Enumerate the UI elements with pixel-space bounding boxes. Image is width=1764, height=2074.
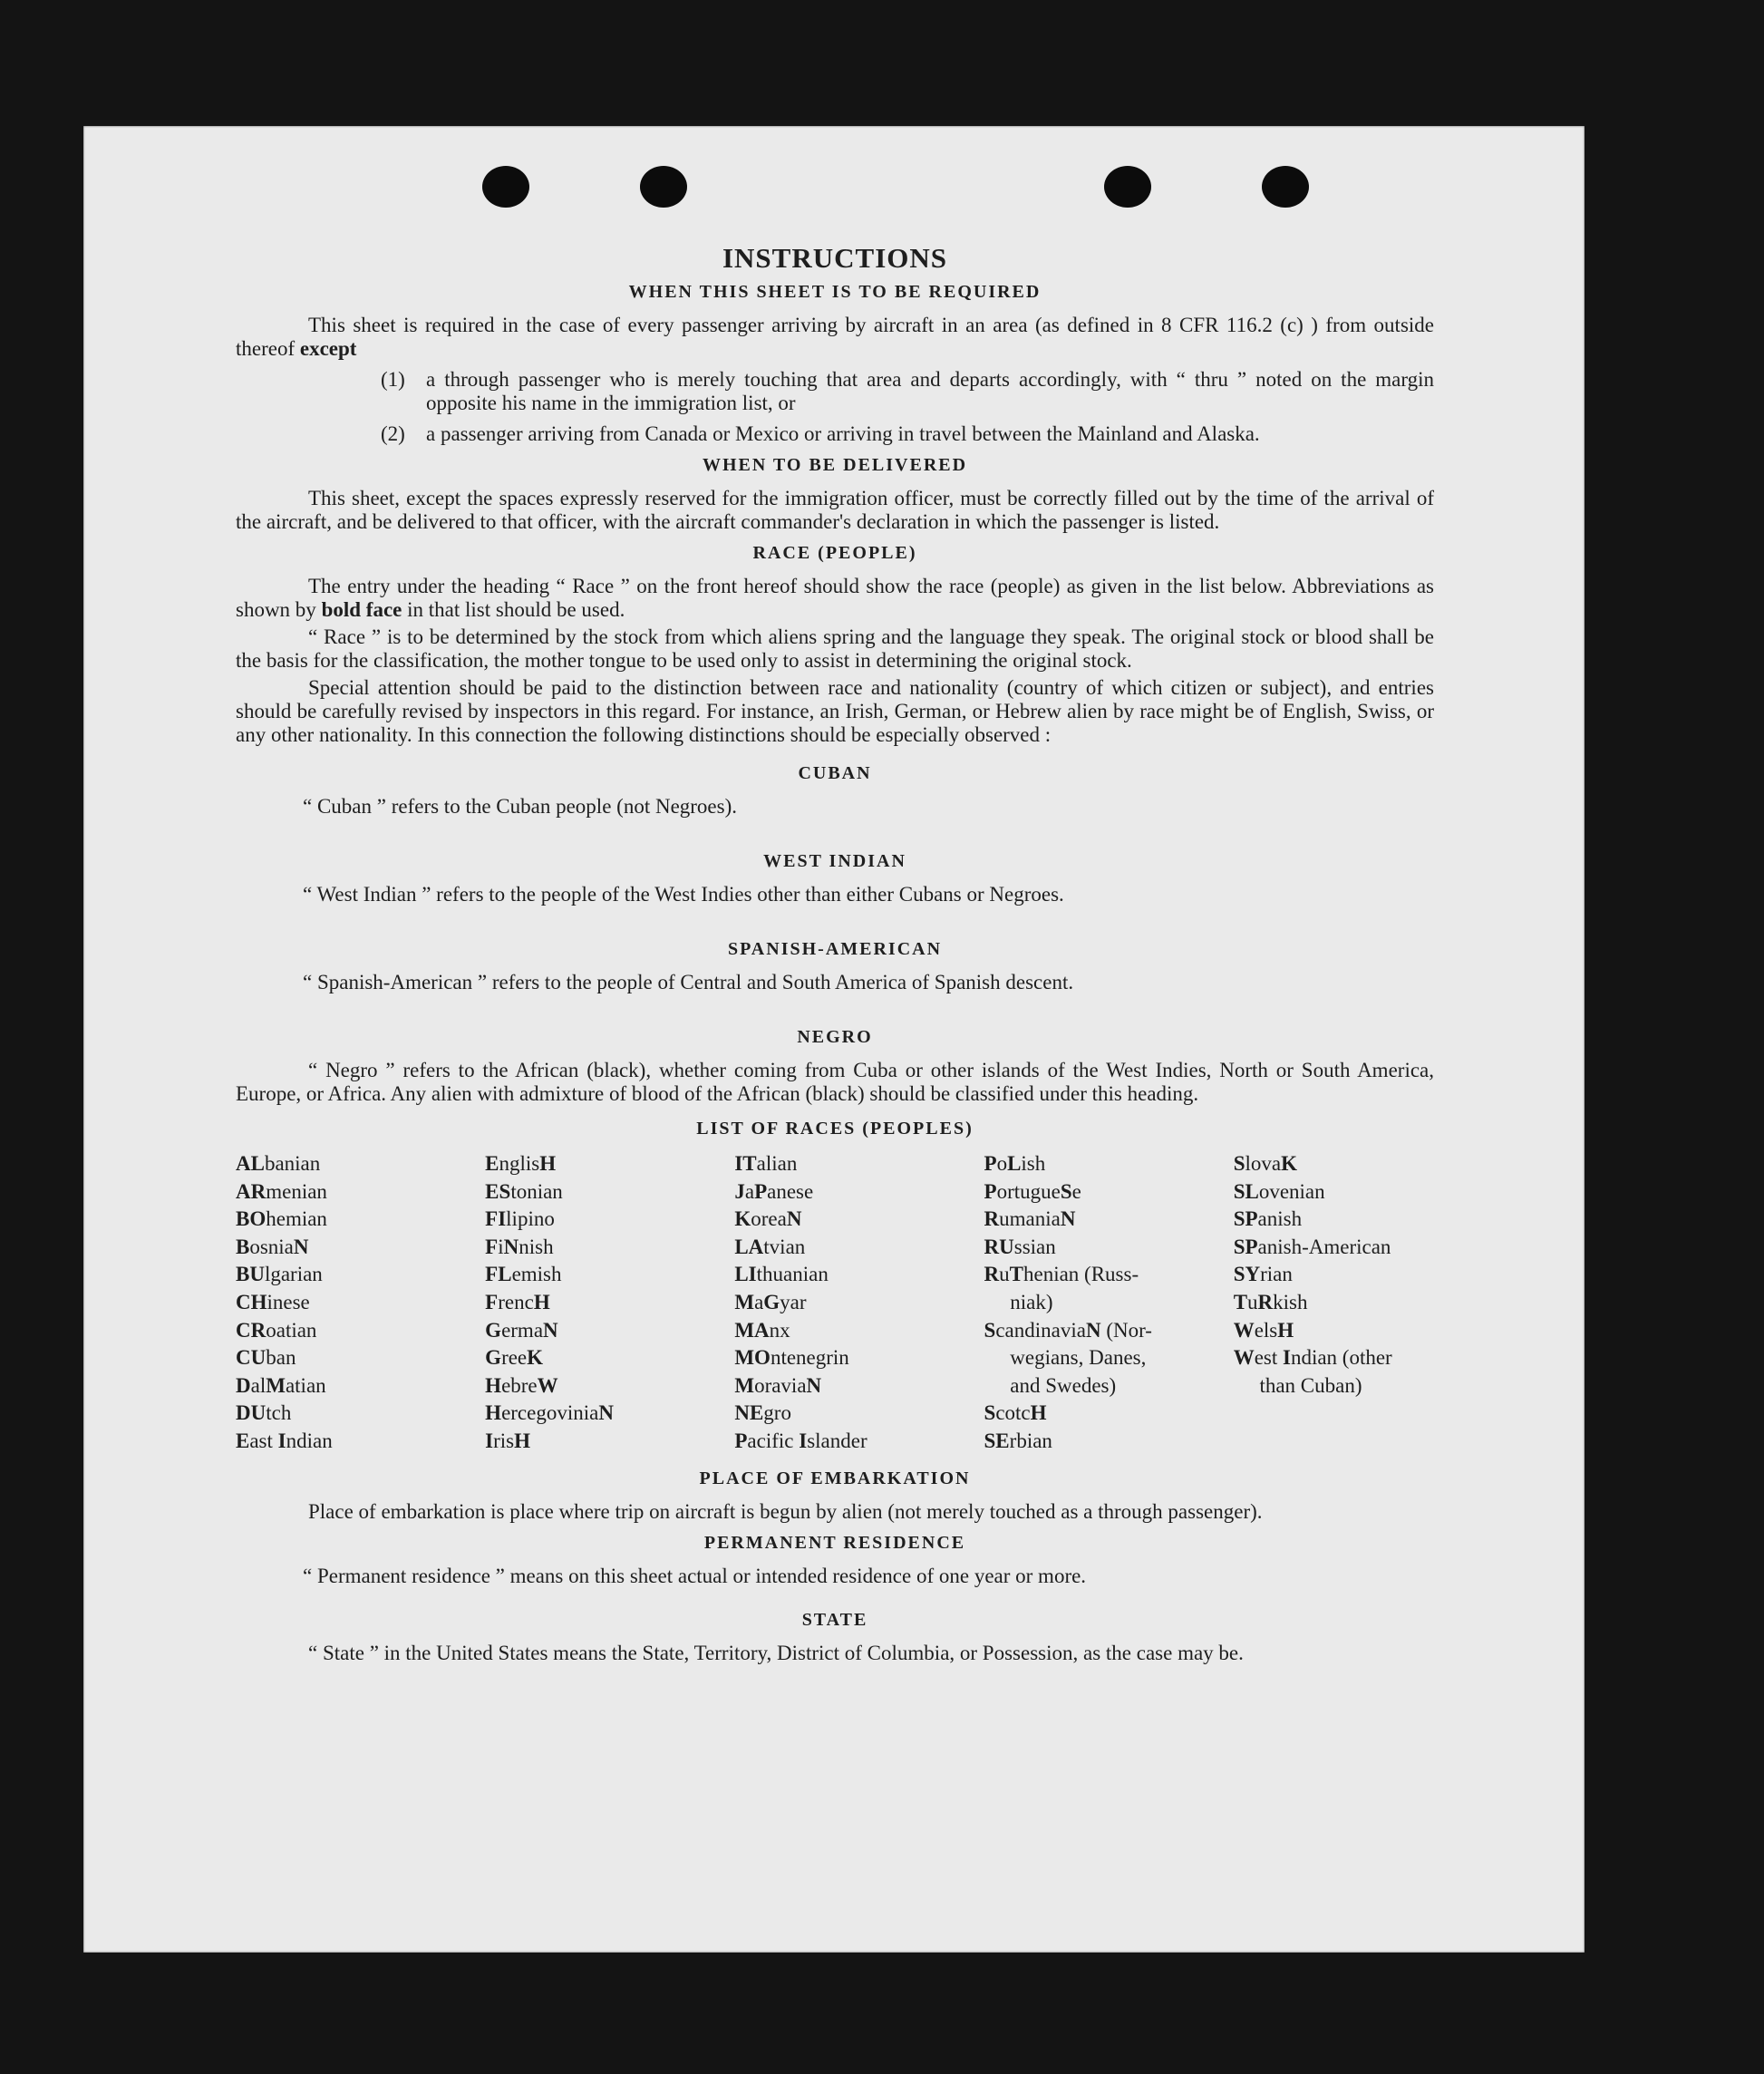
- race-text: cotc: [995, 1401, 1031, 1425]
- race-text: menian: [266, 1179, 327, 1203]
- punch-hole: [1104, 166, 1151, 208]
- race-text: ris: [493, 1429, 515, 1452]
- race-text: emish: [511, 1263, 562, 1286]
- race-entry: [236, 1289, 485, 1317]
- race-text: est: [1254, 1346, 1283, 1370]
- item-number: (1): [381, 368, 405, 391]
- race-abbrev: N: [1085, 1318, 1101, 1342]
- race-text: a: [754, 1290, 764, 1313]
- race-column-1: [236, 1150, 485, 1456]
- race-abbrev: DU: [236, 1401, 267, 1425]
- document-body: [236, 242, 1434, 1665]
- race-text: anese: [767, 1179, 814, 1203]
- west-indian-text: “ West Indian ” refers to the people of the West Indies other than either Cubans or Negroes.: [303, 883, 1064, 906]
- race-text: thuanian: [756, 1263, 829, 1286]
- race-text: oravia: [754, 1373, 807, 1397]
- race-entry: [734, 1428, 984, 1456]
- race-entry: [485, 1344, 734, 1372]
- race-text: ovenian: [1258, 1179, 1325, 1203]
- race-abbrev: S: [1060, 1179, 1072, 1203]
- race-abbrev: D: [236, 1373, 251, 1397]
- race-abbrev: I: [277, 1429, 286, 1452]
- race-abbrev: AL: [236, 1152, 265, 1175]
- punch-hole: [1262, 166, 1309, 208]
- race-entry: [485, 1234, 734, 1262]
- race-abbrev: AR: [236, 1179, 267, 1203]
- required-intro-text: This sheet is required in the case of every passenger arriving by aircraft in an area (as defined in 8 CFR 116.2 (c) ) from outside thereof: [236, 314, 1434, 360]
- race-text: rian: [1260, 1263, 1293, 1286]
- race-abbrev: R: [984, 1263, 1000, 1286]
- race-entry: [485, 1400, 734, 1428]
- race-abbrev: BO: [236, 1207, 267, 1231]
- race-abbrev: S: [984, 1401, 996, 1425]
- race-abbrev: L: [1007, 1152, 1022, 1175]
- race-abbrev: M: [266, 1373, 286, 1397]
- race-abbrev: N: [543, 1318, 558, 1342]
- race-entry: [485, 1317, 734, 1345]
- race-paragraph-2: “ Race ” is to be determined by the stock from which aliens spring and the language they speak. The original stock or blood shall be the basis for the classification, the mother tongue to be used only to assist in determining the original stock.: [236, 625, 1434, 672]
- race-paragraph-1: [236, 575, 1434, 622]
- race-text: ish: [1021, 1152, 1046, 1175]
- race-entry: [1234, 1261, 1434, 1289]
- item-number: (2): [381, 422, 405, 445]
- race-abbrev: SP: [1233, 1235, 1258, 1258]
- item-text: a through passenger who is merely touching that area and departs accordingly, with “ thru ” noted on the margin opposite his name in the immigration list, or: [426, 368, 1434, 414]
- section-heading-state: STATE: [801, 1609, 868, 1630]
- race-abbrev: W: [537, 1373, 558, 1397]
- race-paragraph-3: Special attention should be paid to the distinction between race and nationality (country of which citizen or subject), and entries should be carefully revised by inspectors in this regard. For instance, an Irish, German, or Hebrew alien by race might be of English, Swiss, or any other nationality. In this connection the following distinctions should be especially observed :: [236, 676, 1434, 746]
- race-text: ndian: [286, 1429, 333, 1452]
- race-abbrev: W: [1233, 1318, 1255, 1342]
- race-abbrev: H: [485, 1373, 502, 1397]
- race-abbrev: P: [984, 1179, 997, 1203]
- section-heading-required: WHEN THIS SHEET IS TO BE REQUIRED: [628, 282, 1042, 302]
- race-entry: [236, 1400, 485, 1428]
- race-abbrev: I: [1283, 1346, 1291, 1370]
- race-text: tvian: [763, 1235, 806, 1258]
- race-abbrev: BU: [236, 1263, 265, 1286]
- section-heading-spanish-american: SPANISH-AMERICAN: [727, 939, 943, 959]
- race-column-4: [984, 1150, 1234, 1456]
- race-entry: [984, 1428, 1234, 1456]
- race-abbrev: I: [799, 1429, 808, 1452]
- race-entry: [734, 1289, 984, 1317]
- punch-hole: [640, 166, 687, 208]
- race-abbrev: FL: [485, 1263, 512, 1286]
- race-text: e: [1071, 1179, 1081, 1203]
- race-abbrev: W: [1233, 1346, 1255, 1370]
- race-entry: [1234, 1344, 1434, 1372]
- race-p1-text: The entry under the heading “ Race ” on the front hereof should show the race (people) as given in the list below. Abbreviations as shown by: [236, 575, 1434, 621]
- race-text: a: [744, 1179, 755, 1203]
- race-abbrev: P: [984, 1152, 997, 1175]
- race-abbrev: H: [1030, 1401, 1047, 1425]
- race-text: gro: [763, 1401, 791, 1425]
- race-abbrev: T: [1233, 1290, 1248, 1313]
- race-text: u: [1247, 1290, 1258, 1313]
- race-abbrev: E: [236, 1429, 250, 1452]
- race-abbrev: NE: [734, 1401, 764, 1425]
- race-abbrev: SP: [1233, 1207, 1258, 1231]
- embarkation-text: Place of embarkation is place where trip on aircraft is begun by alien (not merely touched as a through passenger).: [308, 1499, 1263, 1523]
- race-text: niak): [984, 1290, 1053, 1313]
- race-entry: [984, 1206, 1234, 1234]
- race-p1-text-end: in that list should be used.: [407, 598, 625, 621]
- race-abbrev: CR: [236, 1318, 267, 1342]
- race-entry: [1234, 1178, 1434, 1207]
- race-abbrev: N: [293, 1235, 309, 1258]
- race-entry: [734, 1344, 984, 1372]
- race-text: atian: [285, 1373, 326, 1397]
- race-abbrev: RU: [984, 1235, 1014, 1258]
- race-entry: [984, 1261, 1234, 1289]
- punch-hole: [482, 166, 529, 208]
- race-abbrev: G: [485, 1318, 502, 1342]
- race-abbrev: I: [485, 1429, 494, 1452]
- race-abbrev: H: [1277, 1318, 1294, 1342]
- document-page: [83, 126, 1585, 1953]
- race-text: kish: [1273, 1290, 1308, 1313]
- race-abbrev: MO: [734, 1346, 771, 1370]
- race-text: erma: [501, 1318, 544, 1342]
- race-text: ree: [501, 1346, 528, 1370]
- section-heading-negro: NEGRO: [797, 1027, 873, 1047]
- race-text: anish: [1257, 1207, 1303, 1231]
- race-entry: [1234, 1317, 1434, 1345]
- race-entry: [485, 1261, 734, 1289]
- race-entry: [984, 1344, 1234, 1372]
- race-abbrev: T: [1009, 1263, 1023, 1286]
- race-text: than Cuban): [1233, 1373, 1362, 1397]
- race-text: (Nor-: [1100, 1318, 1152, 1342]
- race-entry: [734, 1150, 984, 1178]
- race-text: nx: [769, 1318, 790, 1342]
- race-entry: [236, 1344, 485, 1372]
- race-abbrev: LA: [734, 1235, 764, 1258]
- required-intro-bold: except: [299, 337, 357, 360]
- race-text: henian (Russ-: [1023, 1263, 1139, 1286]
- race-entry: [485, 1150, 734, 1178]
- race-text: ndian (other: [1290, 1346, 1392, 1370]
- race-abbrev: H: [485, 1401, 502, 1425]
- race-abbrev: E: [485, 1152, 499, 1175]
- race-abbrev: S: [984, 1318, 996, 1342]
- race-abbrev: K: [1281, 1152, 1297, 1175]
- residence-text: “ Permanent residence ” means on this sheet actual or intended residence of one year or more.: [303, 1564, 1087, 1587]
- race-text: lipino: [506, 1207, 555, 1231]
- race-text: slander: [807, 1429, 867, 1452]
- race-abbrev: CH: [236, 1290, 267, 1313]
- race-abbrev: LI: [734, 1263, 757, 1286]
- race-abbrev: ES: [485, 1179, 511, 1203]
- race-text: tonian: [510, 1179, 563, 1203]
- race-text: nglis: [499, 1152, 540, 1175]
- race-abbrev: F: [485, 1235, 499, 1258]
- race-text: ban: [266, 1346, 296, 1370]
- race-abbrev: G: [763, 1290, 780, 1313]
- section-heading-west-indian: WEST INDIAN: [763, 851, 906, 871]
- section-heading-residence: PERMANENT RESIDENCE: [703, 1532, 966, 1553]
- race-text: osnia: [249, 1235, 294, 1258]
- page-title: INSTRUCTIONS: [722, 242, 947, 274]
- race-list: [236, 1150, 1434, 1456]
- race-text: els: [1254, 1318, 1278, 1342]
- list-item: [381, 422, 1434, 446]
- race-entry: [984, 1372, 1234, 1400]
- race-entry: [485, 1428, 734, 1456]
- race-entry: [984, 1178, 1234, 1207]
- race-entry: [734, 1372, 984, 1400]
- race-abbrev: N: [1060, 1207, 1076, 1231]
- race-entry: [734, 1261, 984, 1289]
- race-entry: [236, 1234, 485, 1262]
- race-abbrev: H: [514, 1429, 531, 1452]
- race-abbrev: J: [734, 1179, 745, 1203]
- state-text: “ State ” in the United States means the State, Territory, District of Columbia, or Possession, as the case may be.: [308, 1641, 1244, 1664]
- race-text: candinavia: [995, 1318, 1086, 1342]
- race-entry: [734, 1178, 984, 1207]
- race-entry: [984, 1150, 1234, 1178]
- race-text: ercegovinia: [501, 1401, 599, 1425]
- race-text: lova: [1245, 1152, 1282, 1175]
- race-text: umania: [999, 1207, 1061, 1231]
- race-entry: [485, 1289, 734, 1317]
- race-abbrev: SE: [984, 1429, 1010, 1452]
- race-abbrev: R: [984, 1207, 1000, 1231]
- race-entry: [1234, 1150, 1434, 1178]
- race-abbrev: K: [734, 1207, 751, 1231]
- race-entry: [236, 1372, 485, 1400]
- race-abbrev: N: [786, 1207, 802, 1231]
- race-abbrev: IT: [734, 1152, 757, 1175]
- race-abbrev: N: [806, 1373, 822, 1397]
- race-text: u: [999, 1263, 1010, 1286]
- race-text: oatian: [266, 1318, 317, 1342]
- section-heading-cuban: CUBAN: [798, 763, 872, 783]
- race-text: acific: [747, 1429, 800, 1452]
- race-abbrev: P: [754, 1179, 768, 1203]
- race-entry: [1234, 1289, 1434, 1317]
- race-entry: [236, 1178, 485, 1207]
- race-text: alian: [756, 1152, 798, 1175]
- race-text: ast: [249, 1429, 278, 1452]
- race-entry: [236, 1206, 485, 1234]
- race-entry: [485, 1372, 734, 1400]
- negro-text: “ Negro ” refers to the African (black), whether coming from Cuba or other islands of the West Indies, North or South America, Europe, or Africa. Any alien with admixture of blood of the African (black) should be classified under this heading.: [236, 1059, 1434, 1105]
- race-abbrev: N: [598, 1401, 614, 1425]
- list-item: [381, 368, 1434, 415]
- race-abbrev: MA: [734, 1318, 770, 1342]
- race-entry: [734, 1400, 984, 1428]
- section-heading-embarkation: PLACE OF EMBARKATION: [699, 1468, 971, 1488]
- race-abbrev: P: [734, 1429, 748, 1452]
- race-column-3: [734, 1150, 984, 1456]
- race-entry: [236, 1428, 485, 1456]
- race-column-2: [485, 1150, 734, 1456]
- race-text: al: [250, 1373, 267, 1397]
- section-heading-list-of-races: LIST OF RACES (PEOPLES): [696, 1119, 974, 1139]
- race-text: ortugue: [996, 1179, 1061, 1203]
- race-text: anish-American: [1257, 1235, 1391, 1258]
- race-abbrev: F: [485, 1290, 499, 1313]
- race-entry: [984, 1234, 1234, 1262]
- race-text: orea: [751, 1207, 787, 1231]
- race-text: lgarian: [264, 1263, 323, 1286]
- race-abbrev: M: [734, 1373, 755, 1397]
- section-heading-delivered: WHEN TO BE DELIVERED: [702, 455, 968, 475]
- race-text: nish: [519, 1235, 554, 1258]
- race-text: rbian: [1009, 1429, 1052, 1452]
- race-abbrev: R: [1257, 1290, 1274, 1313]
- required-intro: [236, 314, 1434, 361]
- race-abbrev: FI: [485, 1207, 507, 1231]
- race-abbrev: M: [734, 1290, 755, 1313]
- race-entry: [734, 1206, 984, 1234]
- race-text: wegians, Danes,: [984, 1346, 1147, 1370]
- race-text: renc: [498, 1290, 534, 1313]
- race-entry: [734, 1317, 984, 1345]
- race-entry: [1234, 1206, 1434, 1234]
- section-heading-race: RACE (PEOPLE): [752, 543, 917, 563]
- race-abbrev: G: [485, 1346, 502, 1370]
- race-abbrev: B: [236, 1235, 250, 1258]
- race-entry: [984, 1400, 1234, 1428]
- delivered-text: This sheet, except the spaces expressly reserved for the immigration officer, must be correctly filled out by the time of the arrival of the aircraft, and be delivered to that officer, with the aircraft commander's declaration in which the passenger is listed.: [236, 487, 1434, 533]
- race-text: yar: [780, 1290, 807, 1313]
- race-abbrev: CU: [236, 1346, 267, 1370]
- race-entry: [485, 1206, 734, 1234]
- spanish-american-text: “ Spanish-American ” refers to the people of Central and South America of Spanish descent.: [303, 971, 1074, 993]
- race-p1-bold: bold face: [321, 598, 402, 621]
- race-text: banian: [264, 1152, 321, 1175]
- race-text: ebre: [501, 1373, 538, 1397]
- race-abbrev: K: [527, 1346, 544, 1370]
- race-entry: [236, 1261, 485, 1289]
- race-entry: [1234, 1234, 1434, 1262]
- race-entry: [1234, 1372, 1434, 1400]
- race-entry: [984, 1289, 1234, 1317]
- race-abbrev: H: [539, 1152, 557, 1175]
- race-entry: [236, 1150, 485, 1178]
- race-text: o: [996, 1152, 1008, 1175]
- item-text: a passenger arriving from Canada or Mexico or arriving in travel between the Mainland and Alaska.: [426, 422, 1260, 445]
- cuban-text: “ Cuban ” refers to the Cuban people (not Negroes).: [303, 795, 738, 818]
- race-column-5: [1234, 1150, 1434, 1456]
- race-text: inese: [267, 1290, 310, 1313]
- race-abbrev: H: [533, 1290, 550, 1313]
- race-text: and Swedes): [984, 1373, 1117, 1397]
- race-entry: [984, 1317, 1234, 1345]
- race-text: ssian: [1013, 1235, 1056, 1258]
- race-abbrev: SY: [1233, 1263, 1261, 1286]
- race-abbrev: N: [503, 1235, 519, 1258]
- race-text: i: [498, 1235, 504, 1258]
- race-entry: [236, 1317, 485, 1345]
- race-text: tch: [266, 1401, 292, 1425]
- race-text: hemian: [266, 1207, 327, 1231]
- race-entry: [734, 1234, 984, 1262]
- race-entry: [485, 1178, 734, 1207]
- race-abbrev: S: [1233, 1152, 1245, 1175]
- race-abbrev: SL: [1233, 1179, 1259, 1203]
- race-text: ntenegrin: [770, 1346, 849, 1370]
